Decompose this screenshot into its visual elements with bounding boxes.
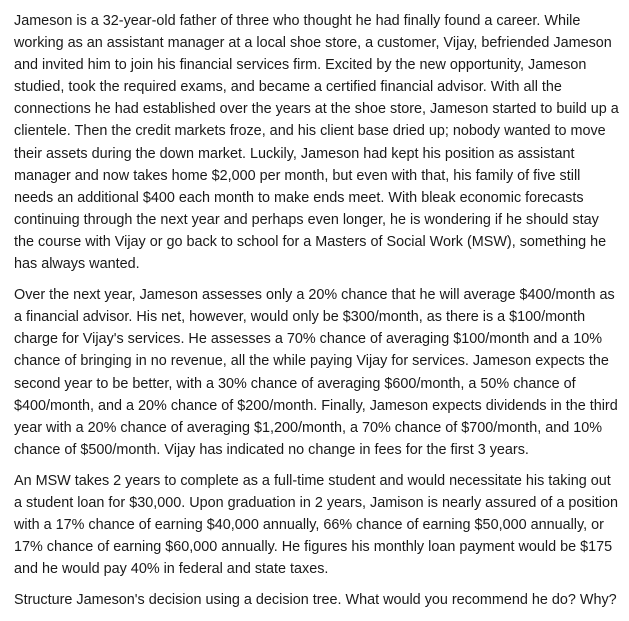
paragraph-background: Jameson is a 32-year-old father of three who thought he had finally found a career. While working as an assistant manager at a local shoe store, a customer, Vijay, befriended Jameson and invited him to join his financial services firm. Excited by the new opportunity, Jameson studied, took the required exams, and became a certified financial advisor. With all the connections he had established over the years at the shoe store, Jameson started to build up a clientele. Then the credit markets froze, and his client base dried up; nobody wanted to move their assets during the down market. Luckily, Jameson had kept his position as assistant manager and now takes home $2,000 per month, but even with that, his family of five still needs an additional $400 each month to make ends meet. With bleak economic forecasts continuing through the next year and perhaps even longer, he is wondering if he should stay the course with Vijay or go back to school for a Masters of Social Work (MSW), something he has always wanted.: [14, 13, 619, 273]
paragraph-advisor-outlook: Over the next year, Jameson assesses only a 20% chance that he will average $400/month as a financial advisor. His net, however, would only be $300/month, as there is a $100/month charge for Vijay's services. He assesses a 70% chance of averaging $100/month and a 10% chance of bringing in no revenue, all the while paying Vijay for services. Jameson expects the second year to be better, with a 30% chance of averaging $600/month, a 50% chance of $400/month, and a 20% chance of $200/month. Finally, Jameson expects dividends in the third year with a 20% chance of averaging $1,200/month, a 70% chance of $700/month, and 10% chance of $500/month. Vijay has indicated no change in fees for the first 3 years.: [14, 287, 618, 458]
paragraph-question: Structure Jameson's decision using a decision tree. What would you recommend he do? Why?: [14, 592, 617, 609]
paragraph-msw-option: An MSW takes 2 years to complete as a full-time student and would necessitate his taking out a student loan for $30,000. Upon graduation in 2 years, Jamison is nearly assured of a position with a 17% chance of earning $40,000 annually, 66% chance of earning $50,000 annually, or 17% chance of earning $60,000 annually. He figures his monthly loan payment would be $175 and he would pay 40% in federal and state taxes.: [14, 472, 618, 578]
